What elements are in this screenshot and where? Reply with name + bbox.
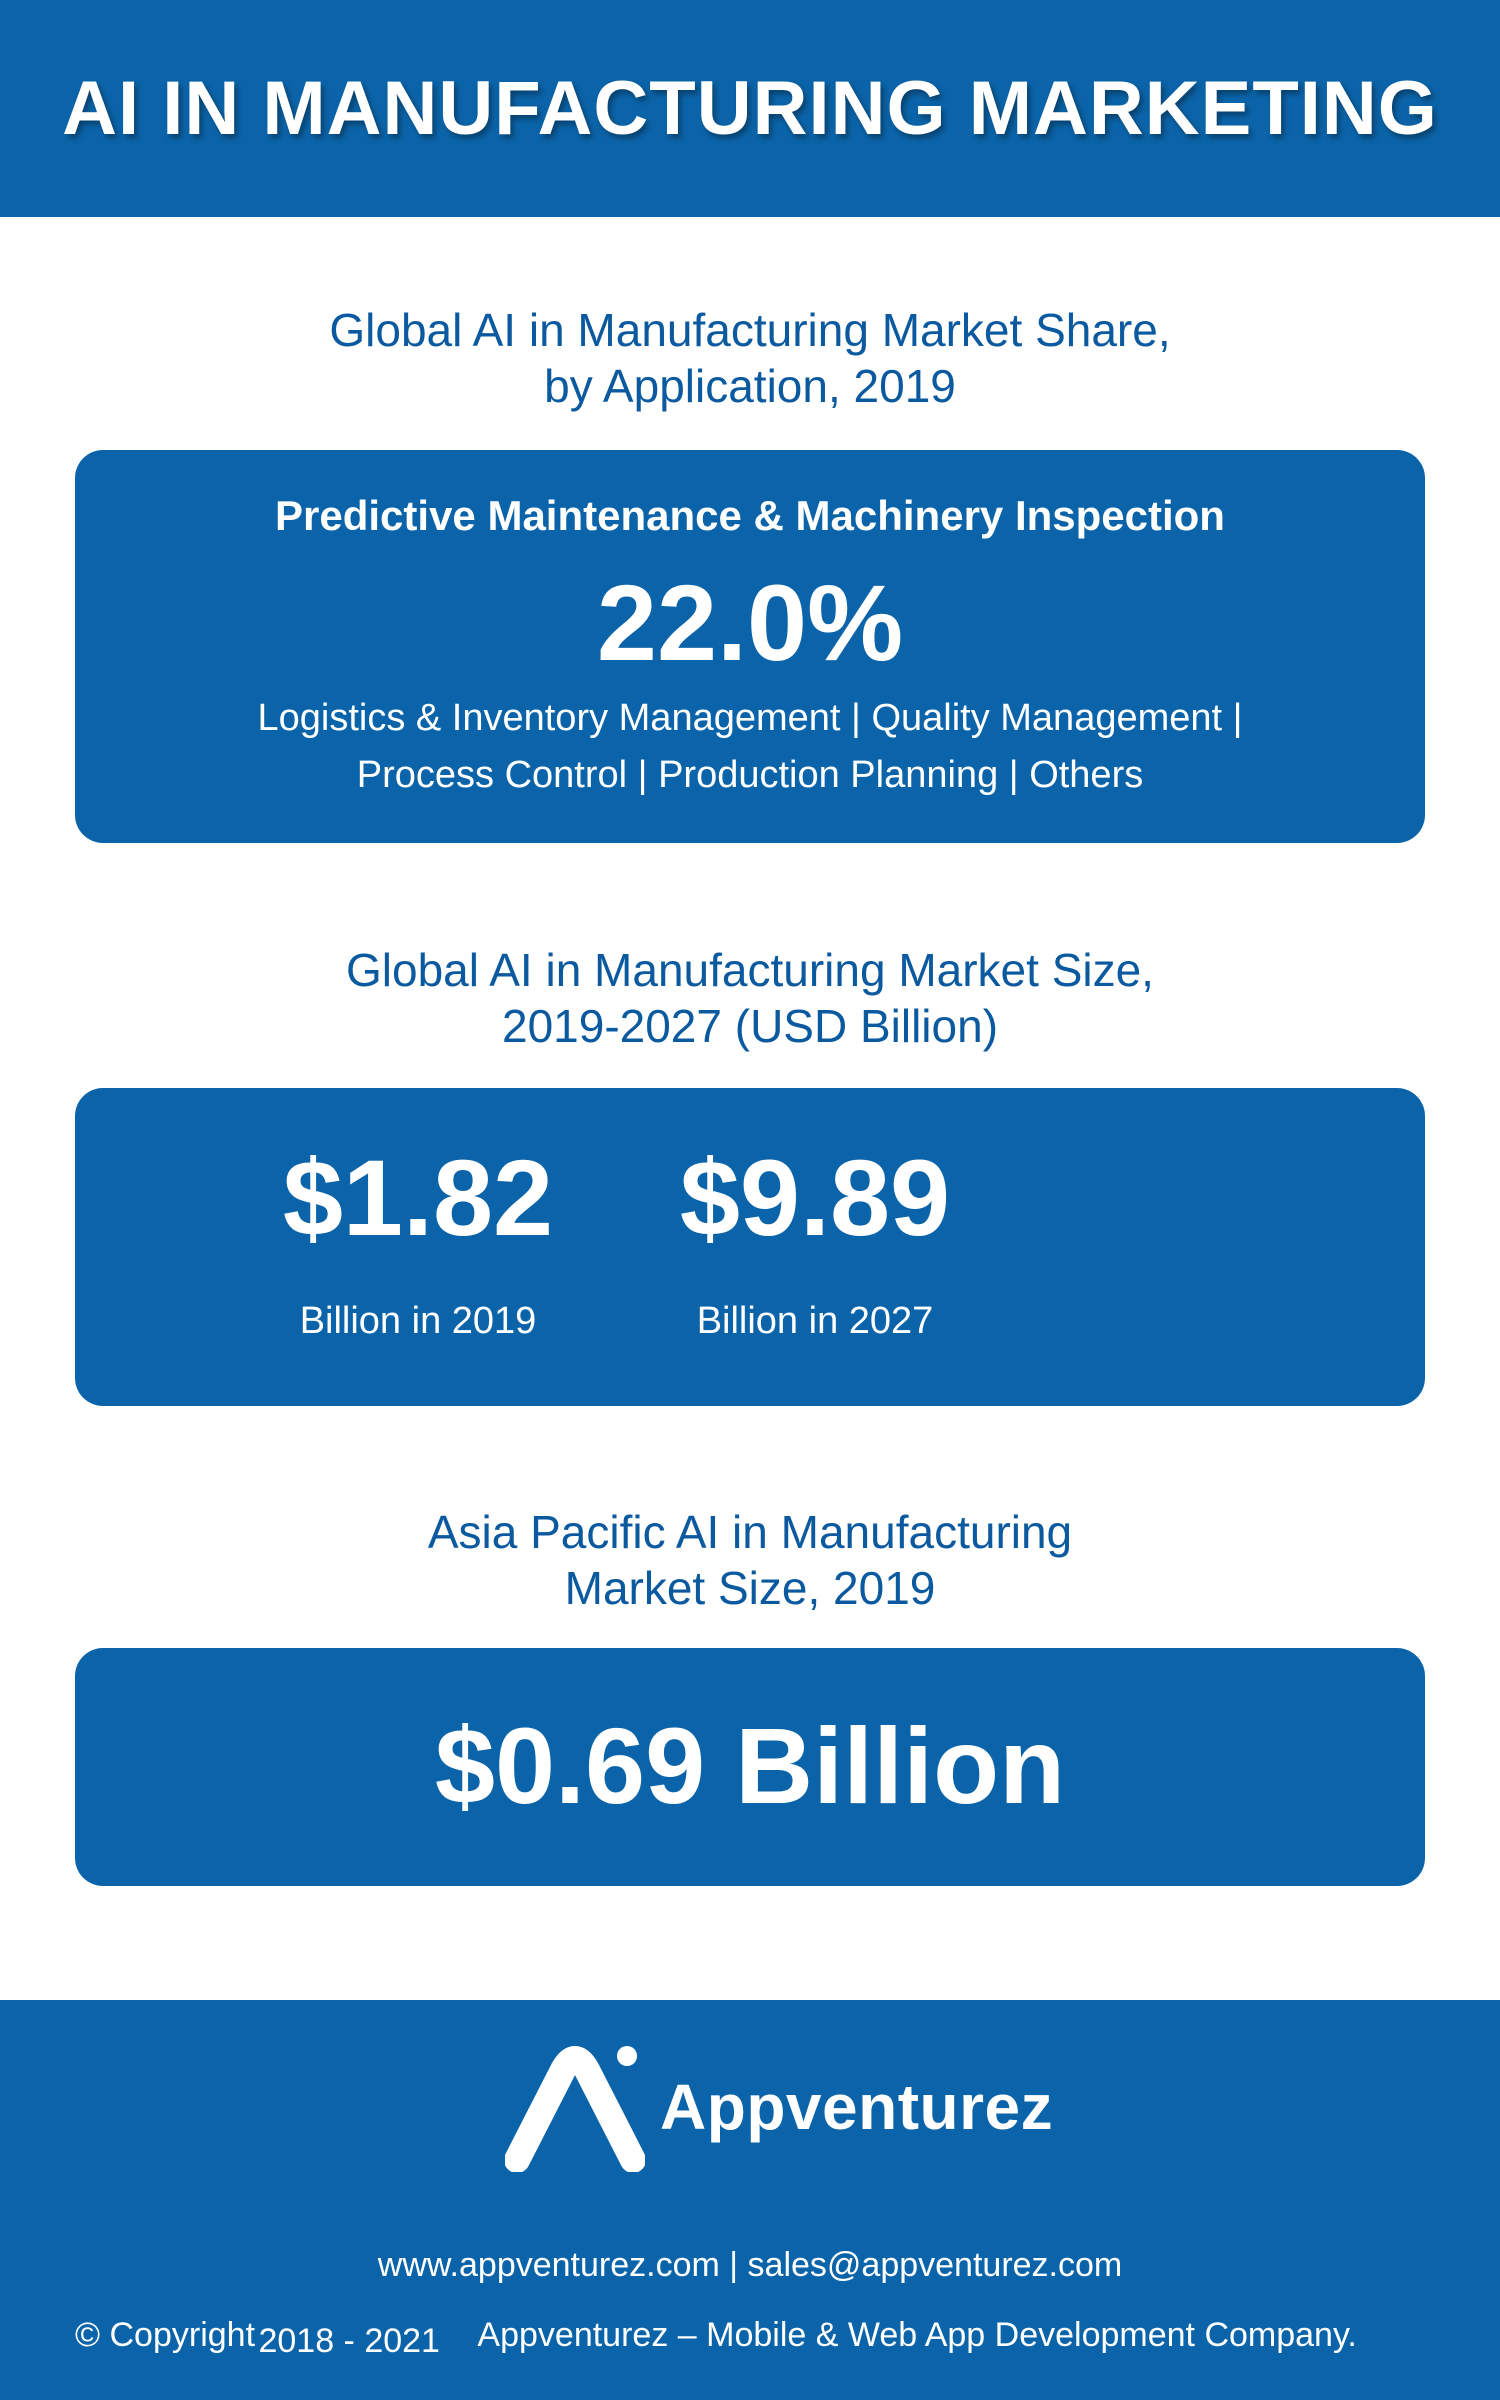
company-tagline: Appventurez – Mobile & Web App Development Company. <box>477 2316 1357 2354</box>
copyright-years: 2018 - 2021 <box>258 2322 440 2360</box>
apac-value: $0.69 Billion <box>434 1705 1066 1826</box>
copyright-label: © Copyright <box>75 2316 256 2354</box>
apac-title-line2: Market Size, 2019 <box>564 1562 936 1614</box>
market-size-2027-caption: Billion in 2027 <box>696 1300 934 1342</box>
market-size-title-line1: Global AI in Manufacturing Market Size, <box>346 944 1154 996</box>
apac-card <box>75 1648 1425 1886</box>
copyright <box>75 2316 1357 2360</box>
market-share-title <box>0 302 1500 414</box>
market-size-title <box>0 942 1500 1054</box>
contact-info: www.appventurez.com | sales@appventurez.com <box>377 2246 1123 2284</box>
market-size-2027-value: $9.89 <box>679 1137 951 1258</box>
apac-title <box>0 1504 1500 1616</box>
top-application-label: Predictive Maintenance & Machinery Inspection <box>275 492 1225 539</box>
brand-name: Appventurez <box>660 2071 1054 2143</box>
other-applications <box>75 690 1425 804</box>
market-size-2019-caption: Billion in 2019 <box>299 1300 537 1342</box>
market-size-2019-value: $1.82 <box>282 1137 554 1258</box>
market-share-card <box>75 450 1425 843</box>
market-size-card <box>75 1088 1425 1406</box>
other-applications-line1: Logistics & Inventory Management | Quality Management | <box>257 697 1243 739</box>
market-share-title-line1: Global AI in Manufacturing Market Share, <box>329 304 1171 356</box>
header-banner <box>0 0 1500 217</box>
market-share-title-line2: by Application, 2019 <box>544 360 956 412</box>
market-size-title-line2: 2019-2027 (USD Billion) <box>501 1000 999 1052</box>
page-title: AI IN MANUFACTURING MARKETING <box>62 66 1438 151</box>
market-size-2027 <box>605 1138 1025 1343</box>
appventurez-logo-icon <box>505 2042 645 2172</box>
footer <box>0 2000 1500 2400</box>
top-application-value: 22.0% <box>596 562 904 683</box>
apac-title-line1: Asia Pacific AI in Manufacturing <box>427 1506 1073 1558</box>
other-applications-line2: Process Control | Production Planning | Others <box>356 754 1144 796</box>
market-size-2019 <box>208 1138 628 1343</box>
